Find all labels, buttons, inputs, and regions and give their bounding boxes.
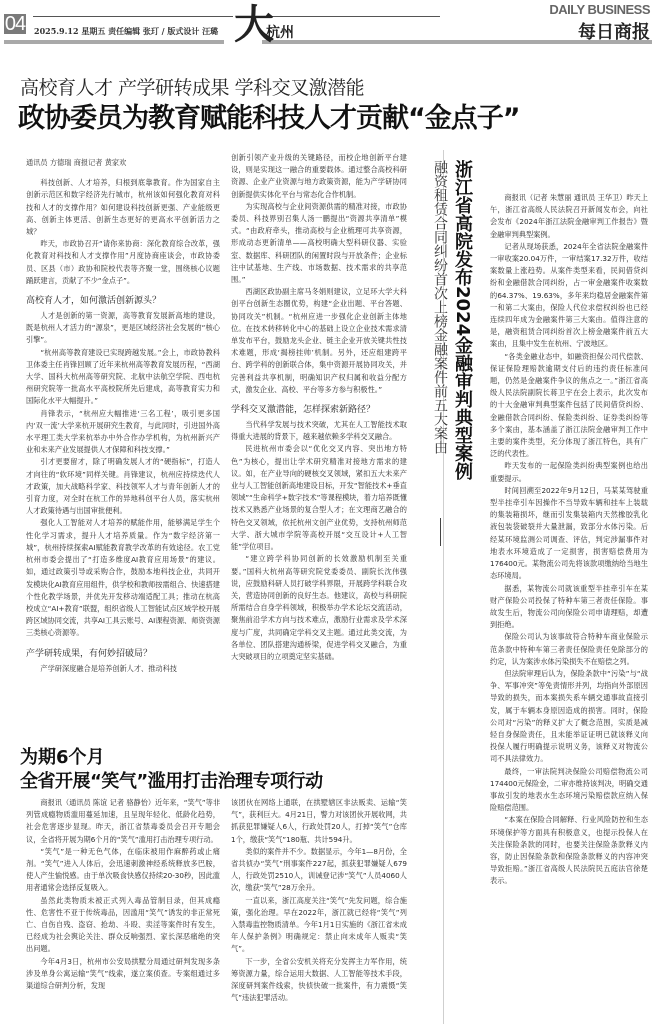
article1-col2-body	[231, 152, 407, 663]
paragraph: 昨天发布的一起保险类纠纷典型案例也给出重要提示。	[490, 461, 648, 483]
paragraph: 科技创新、人才培养，归根到底靠教育。作为国家自主创新示范区和数字经济先行城市，杭州该如何强化教育对科技和人才的支撑作用？如何建设科技创新更强、产业能级更高、创新主体更活、创新生态更好的更高水平创新活力之城？	[26, 178, 220, 237]
section-city: 杭州	[266, 25, 294, 41]
paragraph: 类似的案件并不少。数据显示，今年1—8月份，全省共侦办“笑气”刑事案件227起，抓获犯罪嫌疑人679人，行政处罚2510人，训诫登记涉“笑气”人员4060人次，缴获“笑气”28万余升。	[231, 846, 407, 893]
article2-body-text	[490, 192, 648, 888]
paragraph: 商报讯（通讯员 陈谊 记者 骆静怡）近年来，“笑气”等非列管成瘾物质滥用蔓延加速，且呈现年轻化、低龄化趋势，社会危害逐步显现。昨天，浙江省禁毒委员会召开专题会议，全省将开展为期6个月的“笑气”滥用打击治理专项行动。	[26, 798, 221, 844]
paragraph: 商报讯（记者 朱慧丽 通讯员 王华卫）昨天上午，浙江省高级人民法院召开新闻发布会，向社会发布《2024年浙江法院金融审判工作报告》暨金融审判典型案例。	[490, 193, 648, 239]
paragraph: “杭州高等教育建设已实现跨越发展。”会上，市政协教科卫体委主任肖锋回顾了近年来杭州高等教育发展历程，“西湖大学、国科大杭州高等研究院、北航中法航空学院、西电杭州研究院等一批高水平高校院所先后建成，高等教育实力和国际化水平大幅提升。”	[26, 347, 220, 406]
article1-column-1	[26, 157, 220, 717]
section-subheading: 产学研转成果，有何妙招破局？	[26, 648, 153, 659]
paragraph: 今年4月3日，杭州市公安局拱墅分局通过研判发现多条涉及单身公寓运输“笑气”线索，遂立案侦查。专案组通过多渠道综合研判分析，发现	[26, 956, 220, 991]
article1-col1-body	[26, 177, 220, 675]
paragraph: 引才更要留才，除了明确发展人才的“硬指标”，打造人才向往的“软环境”同样关键。肖锋建议，杭州应持续迭代人才政策，加大战略科学家、科技领军人才与青年创新人才的引育力度，对全时在杭工作的异地科创平台人员，落实杭州人才政策待遇与出国审批便利。	[26, 457, 220, 516]
article1-column-2	[231, 152, 407, 722]
paragraph: 西湖区政协副主席马冬娟则建议，立足环大学大科创平台创新生态圈优势，构建“企业出题、平台答题、协同攻关”机制。“杭州应进一步强化企业创新主体地位。在技术转移转化中心的基础上设立企业技术需求清单发布平台，鼓励龙头企业、链主企业开放关键共性技术难题，形成‘揭榜挂帅’机制。另外，还应组建跨平台、跨学科的创新联合体，集中资源开展协同攻关，并完善利益共享机制，明确知识产权归属和收益分配方式，激发企业、高校、平台等多方参与积极性。”	[231, 287, 407, 394]
paragraph: “建立跨学科协同创新的长效激励机制至关重要。”国科大杭州高等研究院党委委员、副院长沈伟强说，应鼓励科研人员打破学科界限，开展跨学科联合攻关，营造协同创新的良好生态。他建议，高校与科研院所需结合自身学科领域，积极举办学术论坛交流活动，聚焦前沿学术方向与技术难点，激励行业需求及学术深度与广度，共同确定学科交叉主题。通过此类交流，为各单位、团队搭建沟通桥梁，促进学科交叉融合，为重大突破项目的立项奠定坚实基础。	[231, 554, 407, 661]
subhead-rule	[440, 518, 441, 546]
article3-title-line1: 为期6个月	[20, 747, 105, 768]
article2-vertical-headline: 浙江省高院发布2024金融审判典型案例	[452, 160, 473, 481]
section-subheading: 高校育人才，如何激活创新源头？	[26, 296, 162, 307]
paragraph: 产学研深度融合是培养创新人才、推动科技	[40, 663, 177, 673]
article2-body	[490, 192, 648, 1024]
paragraph: “笑气”是一种无色气体，在临床被用作麻醉药或止痛剂。“笑气”进入人体后，会迅速刺激神经系统释放多巴胺，使人产生愉悦感。由于单次吸食快感仅持续20-30秒，因此滥用者通常会选择反复吸入。	[26, 846, 220, 893]
article3-title-line2: 全省开展“笑气”滥用打击治理专项行动	[20, 771, 323, 792]
paragraph: 记者从现场获悉，2024年全省法院金融案件一审收案20.04万件，一审结案17.32万件，收结案数量上涨趋势。从案件类型来看，民间借贷纠纷和金融借款合同纠纷，占一审金融案件收案数的64.37%、19.63%，多年来均稳居金融案件第一和第二大案由，保险人代位求偿权纠纷也已经连续四年成为金融案件第三大案由。值得注意的是，融资租赁合同纠纷首次上榜金融案件前五大案由，且集中发生在杭州、宁波地区。	[490, 241, 648, 349]
paragraph: 该团伙在网络上通联，在拱墅辖区非法贩卖、运输“笑气”，获利巨大。4月21日，警力对该团伙开展收网，共抓获犯罪嫌疑人6人，行政处罚20人，打掉“笑气”仓库1个，缴获“笑气”180瓶、共计594升。	[231, 798, 407, 844]
paragraph: 强化人工智能对人才培养的赋能作用，能够满足学生个性化学习需求，提升人才培养质量。作为“数字经济第一城”，杭州持续探索AI赋能教育教学改革的有效途径。农工党杭州市委会提出了“打造多维度AI教育应用场景”的建议。如，通过政策引导或采购合作，鼓励本地科技企业，共同开发模块化AI教育应用组件，供学校和教师按需组合、快速搭建个性化教学场景，并优先开发移动端适配工具；推动在杭高校成立“AI+教育”联盟，组织省级人工智能试点区域学校开展跨区域协同交流，共享AI工具云账号、AI课程资源、师资资源三类核心资源等。	[26, 518, 220, 638]
article1-headline: 政协委员为教育赋能科技人才贡献“金点子”	[18, 103, 520, 134]
article3-column-1	[26, 797, 220, 1024]
paragraph: 时间回溯至2022年9月12日，马某某驾驶重型半挂牵引车因操作不当导致车辆和挂车上装载的集装箱损坏，继而引发集装箱内天然橡胶乳化液包装袋破裂并大量泄漏，致部分水体污染。后经某环境监测公司调查、评估，判定涉漏事件对地表水环境造成了一定损害，损害赔偿费用为176400元。某物流公司先将该款项缴纳给当地生态环境局。	[490, 485, 648, 581]
date-line: 2025.9.12 星期五 责任编辑 张玎 / 版式设计 汪璐	[34, 26, 219, 36]
article1-byline: 通讯员 方德瑞 商报记者 黄家欢	[26, 158, 127, 167]
paragraph: 最终，一审法院判决保险公司赔偿物流公司174400元保险金，二审亦维持该判决，明确交通事故引发的地表水生态环境污染赔偿款应纳入保险赔偿范围。	[490, 766, 648, 813]
paragraph: 虽然此类物质未被正式列入毒品管制目录，但其成瘾性、危害性不亚于传统毒品，因滥用“笑气”诱发的非正常死亡、自伤自残、盗窃、抢劫、斗殴、卖淫等案件时有发生，已经成为社会舆论关注、群众反响强烈、家长深恶痛绝的突出问题。	[26, 895, 220, 954]
paragraph: 下一步，全省公安机关将充分发挥主力军作用，统筹资源力量，综合运用大数据、人工智能等技术手段，深度研判案件线索，快侦快破一批案件，有力震慑“笑气”违法犯罪活动。	[231, 956, 407, 1003]
article3-column-2	[231, 797, 407, 1003]
paragraph: 但法院审理后认为，保险条款中“污染”与“战争、军事冲突”等免责情形并列，均指向外部原因导致的损失，而本案损失系车辆交通事故直接引发，属于车辆本身原因造成的损害。同时，保险公司对“污染”的释义扩大了概念范围，实质是减轻自身保险责任，且未能举证证明已就该释义向投保人履行明确提示说明义务，该释义对物流公司不具法律效力。	[490, 668, 648, 764]
brand-chinese: 每日商报	[578, 22, 650, 43]
article1-kicker: 高校育人才 产学研转成果 学科交叉激潜能	[20, 77, 365, 99]
article3-col2-body	[231, 797, 407, 1004]
paragraph: 昨天，市政协召开“请你来协商：深化教育综合改革，强化教育对科技和人才支撑作用”月度协商座谈会，市政协委员、区县（市）政协和院校代表等齐聚一堂，围绕核心议题踊跃建言，贡献了不少“金点子”。	[26, 239, 220, 285]
section-logo-char: 大	[234, 1, 274, 48]
header-rule	[33, 16, 233, 17]
header-rule	[262, 16, 440, 17]
paragraph: 民进杭州市委会以“优化交叉内容、突出地方特色”为核心，提出让学术研究精准对接地方需求的建议。如，在产业导向的硬核交叉领域，紧扣五大未来产业与人工智能创新高地建设目标，开发“智能技术+垂直领域”“生命科学+数字技术”等课程模块，着力培养既懂技术又熟悉产业场景的复合型人才；在文理商艺融合的特色交叉领域，依托杭州文创产业优势，支持杭州师范大学、浙大城市学院等高校开展“交互设计+人工智能”学位项目。	[231, 444, 407, 552]
paragraph: 一直以来，浙江高度关注“笑气”先发问题，综合施策，强化治理。早在2022年，浙江就已经将“笑气”列入禁毒监控物质清单。今年1月1日实施的《浙江省未成年人保护条例》明确规定：禁止向未成年人贩卖“笑气”。	[231, 895, 407, 954]
paragraph: 为实现高校与企业间资源供需的精准对接，市政协委员、科技界别召集人汤一鹏提出“资源共享清单”模式。“由政府牵头，推动高校与企业梳理可共享资源，形成动态更新清单——高校明确大型科研仪器、实验室、数据库、科研团队的闲置时段与开放条件；企业标注中试基地、生产线、市场数据、技术需求的共享范围。”	[231, 201, 407, 285]
paragraph: 据悉，某物流公司就该重型半挂牵引车在某财产保险公司投保了特种车第三者责任保险。事故发生后，物流公司向保险公司申请理赔，却遭到拒绝。	[490, 583, 648, 630]
paragraph: “本案在保险合同解释、行业风险防控和生态环境保护等方面具有积极意义，也提示投保人在关注保险条款的同时，也要关注保险条款释义内容，防止因保险条款和保险条款释义的内容冲突导致拒赔。”浙江省高级人民法院民五庭法官徐楚表示。	[490, 815, 648, 886]
paragraph: 人才是创新的第一资源，高等教育发展新高地的建设，既是杭州人才活力的“源泉”，更是区域经济社会发展的“核心引擎”。	[26, 311, 220, 345]
header-bar	[4, 40, 224, 44]
article2-vertical-subhead: 融资租赁合同纠纷首次上榜金融案件前五大案由	[432, 160, 448, 454]
paragraph: 保险公司认为该事故符合特种车商业保险示范条款中特种车第三者责任保险责任免除部分的约定，认为案涉水体污染损失不在赔偿之列。	[490, 632, 648, 666]
brand-english: DAILY BUSINESS	[549, 2, 650, 17]
paragraph: 当代科学发展与技术突破，尤其在人工智能技术取得重大进展的背景下，越来越依赖多学科交叉融合。	[231, 420, 407, 442]
paragraph: 肖锋表示，“杭州应大幅推进‘三名工程’，吸引更多国内‘双一流’大学来杭开展研究生教育，与此同时，引进国外高水平理工类大学来杭举办中外合作办学机构，为杭州新兴产业和未来产业发展提供人才保障和科技支撑。”	[26, 408, 220, 455]
section-subheading: 学科交叉激潜能，怎样探索新路径？	[231, 405, 376, 416]
paragraph: “各类金融业态中，如融资担保公司代偿款、保证保险理赔款逾期支付后的违约责任标准问题，仍然是金融案件争议的焦点之一。”浙江省高级人民法院副院长蒋卫宇在会上表示，此次发布的十大金融审判典型案件包括了民间借贷纠纷、金融借款合同纠纷、保险类纠纷、证券类纠纷等多个案由，基本涵盖了浙江法院金融审判工作中主要的案件类型，充分体现了浙江特色，具有广泛的代表性。	[490, 351, 648, 459]
page-number: 04	[4, 13, 26, 35]
paragraph: 创新引领产业升级的关键路径，而校企地创新平台建设，则是实现这一融合的重要载体。通过整合高校科研资源、企业产业资源与地方政策资源，能为产学研协同创新提供实体化平台与常态化合作机制。	[231, 153, 407, 199]
article3-col1-body	[26, 797, 220, 992]
